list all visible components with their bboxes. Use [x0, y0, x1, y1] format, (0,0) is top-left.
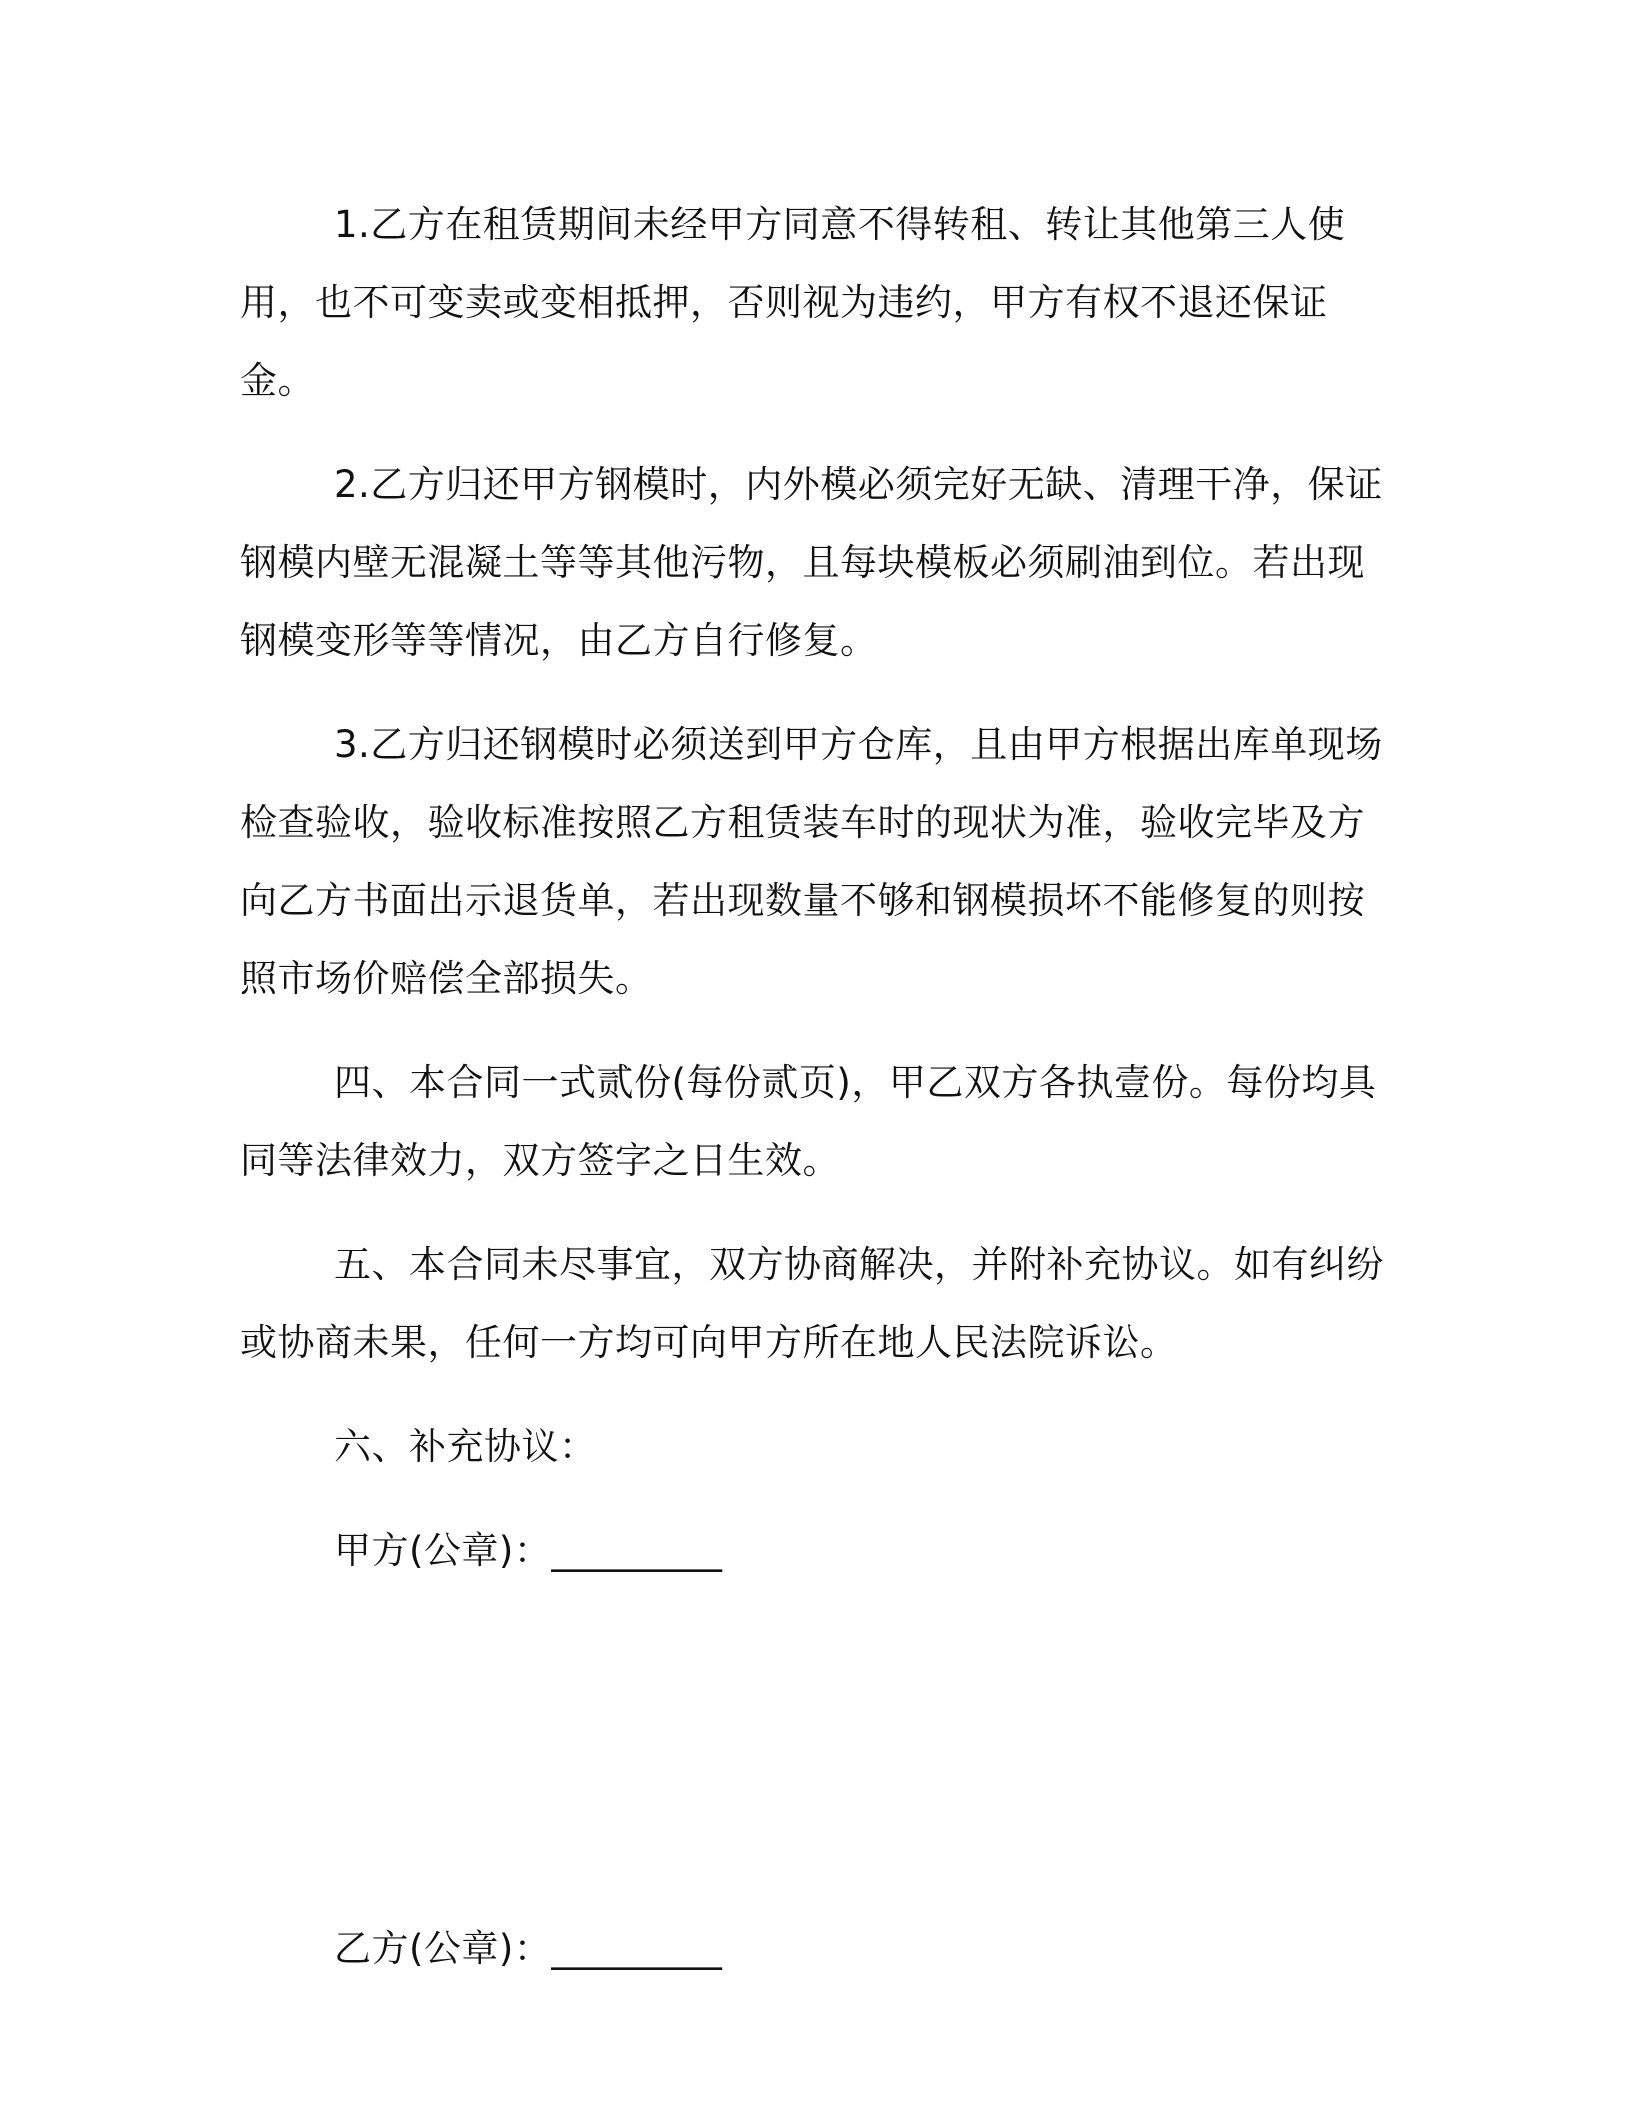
document-page: [240, 186, 1400, 1988]
party-b-signature-blank: _________: [551, 1927, 723, 1970]
section-4-paragraph: 四、本合同一式贰份(每份贰页)，甲乙双方各执壹份。每份均具同等法律效力，双方签字之日生效。: [240, 1061, 1377, 1182]
section-6-heading: 六、补充协议：: [334, 1425, 597, 1468]
clause-2-paragraph: 2.乙方归还甲方钢模时，内外模必须完好无缺、清理干净，保证钢模内壁无混凝土等等其他污物，且每块模板必须刷油到位。若出现钢模变形等等情况，由乙方自行修复。: [240, 463, 1383, 662]
party-b-label: 乙方(公章)：: [334, 1927, 552, 1970]
clause-3-paragraph: 3.乙方归还钢模时必须送到甲方仓库，且由甲方根据出库单现场检查验收，验收标准按照乙方租赁装车时的现状为准，验收完毕及方向乙方书面出示退货单，若出现数量不够和钢模损坏不能修复的则按照市场价赔偿全部损失。: [240, 723, 1383, 1000]
clause-1-paragraph: 1.乙方在租赁期间未经甲方同意不得转租、转让其他第三人使用，也不可变卖或变相抵押，否则视为违约，甲方有权不退还保证金。: [240, 203, 1346, 402]
section-5-paragraph: 五、本合同未尽事宜，双方协商解决，并附补充协议。如有纠纷或协商未果，任何一方均可向甲方所在地人民法院诉讼。: [240, 1243, 1384, 1364]
party-a-signature-blank: _________: [551, 1529, 723, 1572]
party-a-signature: [240, 1512, 1400, 1590]
party-a-label: 甲方(公章)：: [334, 1529, 552, 1572]
party-b-signature: [240, 1910, 1400, 1988]
